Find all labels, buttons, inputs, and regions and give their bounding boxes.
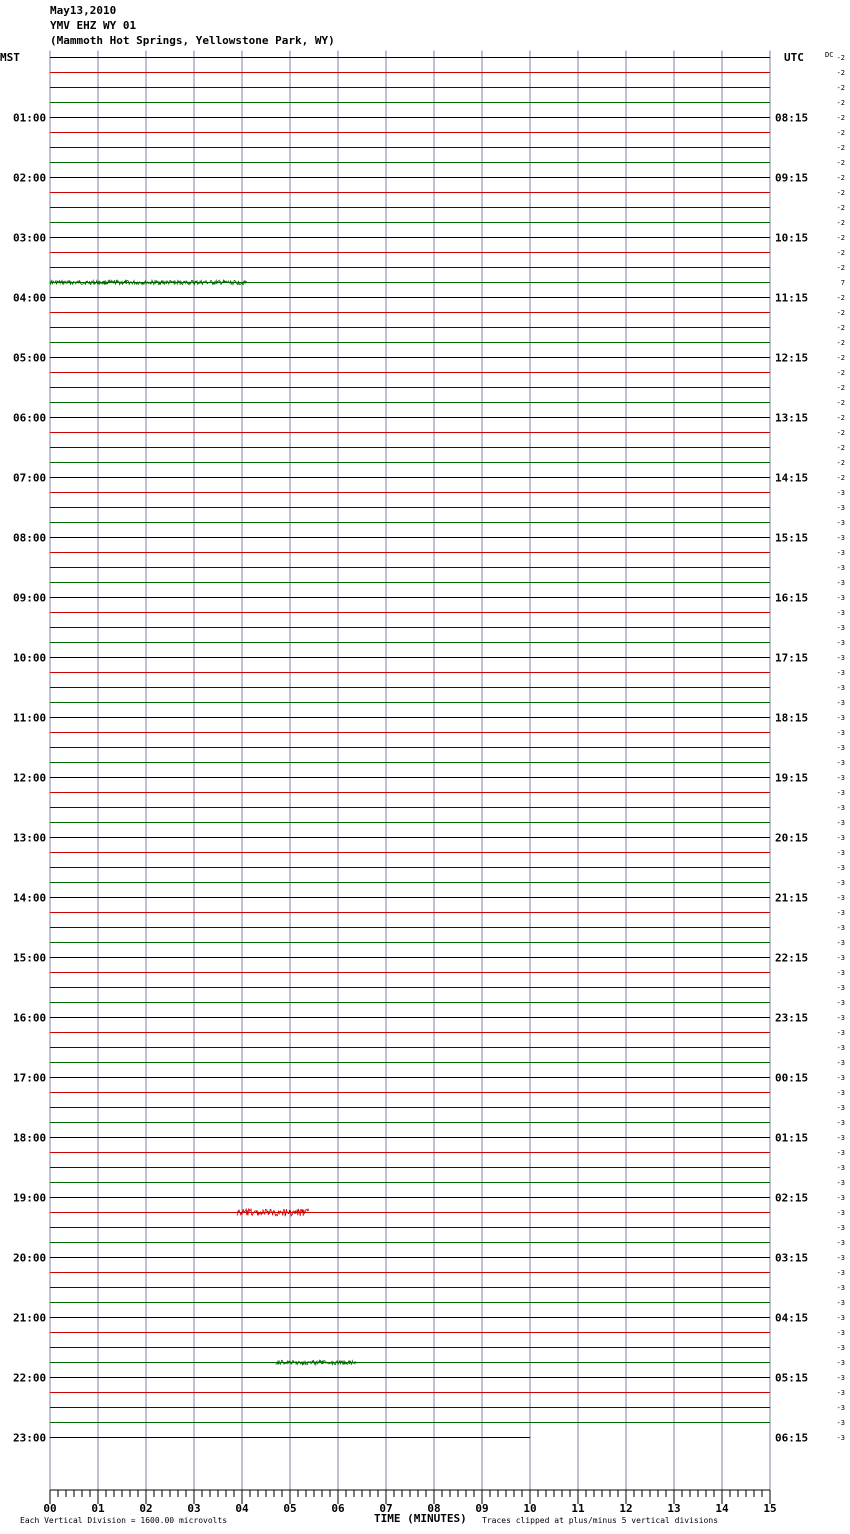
dc-offset-value: -2 bbox=[836, 234, 845, 242]
dc-offset-value: -2 bbox=[836, 204, 845, 212]
dc-offset-value: -3 bbox=[836, 1314, 845, 1322]
dc-offset-value: -3 bbox=[836, 819, 845, 827]
dc-offset-value: -3 bbox=[836, 684, 845, 692]
dc-offset-value: -3 bbox=[836, 1269, 845, 1277]
mst-hour-label: 05:00 bbox=[13, 351, 47, 365]
x-tick-label: 05 bbox=[283, 1502, 297, 1515]
dc-offset-value: -2 bbox=[836, 174, 845, 182]
mst-hour-label: 21:00 bbox=[13, 1311, 47, 1325]
utc-hour-label: 23:15 bbox=[775, 1011, 809, 1025]
utc-hour-label: 03:15 bbox=[775, 1251, 809, 1265]
x-tick-label: 00 bbox=[43, 1502, 57, 1515]
x-axis-title: TIME (MINUTES) bbox=[374, 1512, 467, 1525]
dc-offset-value: -2 bbox=[836, 384, 845, 392]
dc-offset-value: -2 bbox=[836, 474, 845, 482]
dc-offset-value: -3 bbox=[836, 489, 845, 497]
mst-hour-label: 02:00 bbox=[13, 171, 47, 185]
dc-offset-value: -2 bbox=[836, 99, 845, 107]
mst-hour-label: 03:00 bbox=[13, 231, 47, 245]
dc-offset-value: -3 bbox=[836, 1434, 845, 1442]
dc-offset-value: -3 bbox=[836, 744, 845, 752]
dc-offset-value: -3 bbox=[836, 759, 845, 767]
utc-hour-label: 17:15 bbox=[775, 651, 809, 665]
dc-offset-value: -2 bbox=[836, 429, 845, 437]
dc-offset-value: -3 bbox=[836, 1029, 845, 1037]
dc-offset-value: -2 bbox=[836, 54, 845, 62]
x-tick-label: 10 bbox=[523, 1502, 537, 1515]
mst-hour-label: 16:00 bbox=[13, 1011, 47, 1025]
mst-hour-label: 14:00 bbox=[13, 891, 47, 905]
dc-offset-value: -3 bbox=[836, 879, 845, 887]
dc-offset-value: -3 bbox=[836, 849, 845, 857]
dc-offset-value: -3 bbox=[836, 774, 845, 782]
mst-hour-label: 12:00 bbox=[13, 771, 47, 785]
dc-offset-value: -3 bbox=[836, 894, 845, 902]
dc-offset-value: -3 bbox=[836, 1194, 845, 1202]
station-code: YMV EHZ WY 01 bbox=[50, 19, 137, 32]
mst-hour-label: 23:00 bbox=[13, 1431, 47, 1445]
x-tick-label: 02 bbox=[139, 1502, 153, 1515]
dc-offset-value: -3 bbox=[836, 924, 845, 932]
mst-hour-label: 17:00 bbox=[13, 1071, 47, 1085]
dc-offset-value: -3 bbox=[836, 729, 845, 737]
dc-offset-value: -3 bbox=[836, 1164, 845, 1172]
dc-offset-value: -2 bbox=[836, 369, 845, 377]
plot-date: May13,2010 bbox=[50, 4, 117, 17]
dc-offset-value: -3 bbox=[836, 1299, 845, 1307]
dc-offset-value: -3 bbox=[836, 1329, 845, 1337]
dc-offset-value: -3 bbox=[836, 789, 845, 797]
dc-offset-value: -2 bbox=[836, 294, 845, 302]
dc-offset-value: -3 bbox=[836, 909, 845, 917]
dc-offset-value: -3 bbox=[836, 1119, 845, 1127]
dc-offset-value: -2 bbox=[836, 84, 845, 92]
dc-offset-value: -3 bbox=[836, 1284, 845, 1292]
mst-hour-label: 20:00 bbox=[13, 1251, 47, 1265]
dc-offset-value: -2 bbox=[836, 399, 845, 407]
dc-offset-value: -3 bbox=[836, 1344, 845, 1352]
dc-offset-value: -3 bbox=[836, 519, 845, 527]
dc-offset-value: -2 bbox=[836, 354, 845, 362]
dc-offset-value: -3 bbox=[836, 669, 845, 677]
mst-hour-label: 19:00 bbox=[13, 1191, 47, 1205]
dc-offset-value: -3 bbox=[836, 1044, 845, 1052]
mst-hour-label: 01:00 bbox=[13, 111, 47, 125]
dc-offset-value: -3 bbox=[836, 624, 845, 632]
trace-lines bbox=[50, 58, 770, 1438]
dc-offset-value: -3 bbox=[836, 954, 845, 962]
utc-hour-label: 21:15 bbox=[775, 891, 809, 905]
dc-offset-value: -3 bbox=[836, 1089, 845, 1097]
dc-offset-value: -3 bbox=[836, 1374, 845, 1382]
dc-offset-value: -3 bbox=[836, 699, 845, 707]
dc-offset-value: -3 bbox=[836, 1239, 845, 1247]
mst-axis-label: MST bbox=[0, 51, 20, 64]
dc-offset-value: -2 bbox=[836, 114, 845, 122]
utc-hour-label: 12:15 bbox=[775, 351, 809, 365]
dc-offset-value: -3 bbox=[836, 1179, 845, 1187]
dc-offset-value: -3 bbox=[836, 969, 845, 977]
utc-hour-label: 06:15 bbox=[775, 1431, 809, 1445]
utc-hour-label: 08:15 bbox=[775, 111, 809, 125]
dc-offset-value: -3 bbox=[836, 1059, 845, 1067]
mst-hour-label: 07:00 bbox=[13, 471, 47, 485]
x-tick-label: 12 bbox=[619, 1502, 633, 1515]
dc-offset-value: -2 bbox=[836, 219, 845, 227]
utc-hour-label: 01:15 bbox=[775, 1131, 809, 1145]
x-tick-label: 04 bbox=[235, 1502, 249, 1515]
dc-offset-value: -3 bbox=[836, 1014, 845, 1022]
mst-hour-label: 10:00 bbox=[13, 651, 47, 665]
dc-offset-value: -3 bbox=[836, 579, 845, 587]
mst-hour-label: 13:00 bbox=[13, 831, 47, 845]
dc-offset-value: -3 bbox=[836, 564, 845, 572]
utc-hour-label: 09:15 bbox=[775, 171, 809, 185]
dc-offset-value: -3 bbox=[836, 1104, 845, 1112]
dc-offset-value: -3 bbox=[836, 864, 845, 872]
dc-offset-value: -3 bbox=[836, 714, 845, 722]
dc-offset-value: -3 bbox=[836, 639, 845, 647]
dc-offset-value: -2 bbox=[836, 339, 845, 347]
dc-offset-value: -3 bbox=[836, 939, 845, 947]
dc-offset-value: -3 bbox=[836, 1404, 845, 1412]
dc-offset-value: -3 bbox=[836, 534, 845, 542]
mst-hour-label: 04:00 bbox=[13, 291, 47, 305]
utc-hour-label: 22:15 bbox=[775, 951, 809, 965]
dc-offset-value: -2 bbox=[836, 414, 845, 422]
dc-offset-value: -3 bbox=[836, 1209, 845, 1217]
dc-offset-value: -3 bbox=[836, 1419, 845, 1427]
utc-hour-label: 04:15 bbox=[775, 1311, 809, 1325]
scale-note: Each Vertical Division = 1600.00 microvolts bbox=[20, 1516, 228, 1525]
dc-offset-value: -3 bbox=[836, 804, 845, 812]
dc-offset-value: -2 bbox=[836, 189, 845, 197]
x-tick-label: 01 bbox=[91, 1502, 105, 1515]
utc-hour-label: 02:15 bbox=[775, 1191, 809, 1205]
dc-offset-value: -2 bbox=[836, 264, 845, 272]
x-tick-label: 14 bbox=[715, 1502, 729, 1515]
event-waveform bbox=[237, 1209, 308, 1216]
utc-hour-labels bbox=[775, 112, 808, 1445]
dc-offset-value: -3 bbox=[836, 504, 845, 512]
dc-offset-value: -2 bbox=[836, 249, 845, 257]
dc-offset-value: -3 bbox=[836, 1074, 845, 1082]
x-tick-label: 08 bbox=[427, 1502, 441, 1515]
dc-offset-value: -3 bbox=[836, 1134, 845, 1142]
dc-offset-labels bbox=[837, 54, 845, 1442]
utc-hour-label: 15:15 bbox=[775, 531, 809, 545]
mst-hour-labels bbox=[13, 112, 46, 1445]
dc-column-label: DC bbox=[825, 51, 834, 59]
dc-offset-value: -2 bbox=[836, 309, 845, 317]
mst-hour-label: 09:00 bbox=[13, 591, 47, 605]
event-waveform bbox=[276, 1360, 357, 1364]
dc-offset-value: -3 bbox=[836, 1254, 845, 1262]
mst-hour-label: 18:00 bbox=[13, 1131, 47, 1145]
clip-note: Traces clipped at plus/minus 5 vertical divisions bbox=[482, 1516, 719, 1525]
utc-axis-label: UTC bbox=[784, 51, 804, 64]
dc-offset-value: 7 bbox=[840, 279, 845, 287]
mst-hour-label: 15:00 bbox=[13, 951, 47, 965]
dc-offset-value: -3 bbox=[836, 984, 845, 992]
dc-offset-value: -2 bbox=[836, 444, 845, 452]
dc-offset-value: -3 bbox=[836, 1389, 845, 1397]
utc-hour-label: 18:15 bbox=[775, 711, 809, 725]
dc-offset-value: -3 bbox=[836, 609, 845, 617]
dc-offset-value: -3 bbox=[836, 654, 845, 662]
mst-hour-label: 22:00 bbox=[13, 1371, 47, 1385]
dc-offset-value: -3 bbox=[836, 549, 845, 557]
utc-hour-label: 16:15 bbox=[775, 591, 809, 605]
dc-offset-value: -3 bbox=[836, 1359, 845, 1367]
x-tick-label: 06 bbox=[331, 1502, 345, 1515]
station-location: (Mammoth Hot Springs, Yellowstone Park, WY) bbox=[50, 34, 335, 47]
utc-hour-label: 20:15 bbox=[775, 831, 809, 845]
dc-offset-value: -3 bbox=[836, 1224, 845, 1232]
utc-hour-label: 05:15 bbox=[775, 1371, 809, 1385]
x-tick-label: 07 bbox=[379, 1502, 393, 1515]
utc-hour-label: 10:15 bbox=[775, 231, 809, 245]
utc-hour-label: 13:15 bbox=[775, 411, 809, 425]
utc-hour-label: 14:15 bbox=[775, 471, 809, 485]
dc-offset-value: -2 bbox=[836, 324, 845, 332]
dc-offset-value: -2 bbox=[836, 129, 845, 137]
time-gridlines bbox=[50, 51, 770, 1490]
dc-offset-value: -3 bbox=[836, 999, 845, 1007]
x-tick-label: 15 bbox=[763, 1502, 777, 1515]
dc-offset-value: -3 bbox=[836, 1149, 845, 1157]
x-tick-label: 13 bbox=[667, 1502, 681, 1515]
dc-offset-value: -2 bbox=[836, 69, 845, 77]
utc-hour-label: 11:15 bbox=[775, 291, 809, 305]
dc-offset-value: -3 bbox=[836, 594, 845, 602]
mst-hour-label: 11:00 bbox=[13, 711, 47, 725]
dc-offset-value: -2 bbox=[836, 459, 845, 467]
x-tick-label: 03 bbox=[187, 1502, 201, 1515]
x-tick-label: 09 bbox=[475, 1502, 489, 1515]
dc-offset-value: -3 bbox=[836, 834, 845, 842]
dc-offset-value: -2 bbox=[836, 144, 845, 152]
mst-hour-label: 06:00 bbox=[13, 411, 47, 425]
x-tick-label: 11 bbox=[571, 1502, 585, 1515]
utc-hour-label: 19:15 bbox=[775, 771, 809, 785]
utc-hour-label: 00:15 bbox=[775, 1071, 809, 1085]
dc-offset-value: -2 bbox=[836, 159, 845, 167]
mst-hour-label: 08:00 bbox=[13, 531, 47, 545]
